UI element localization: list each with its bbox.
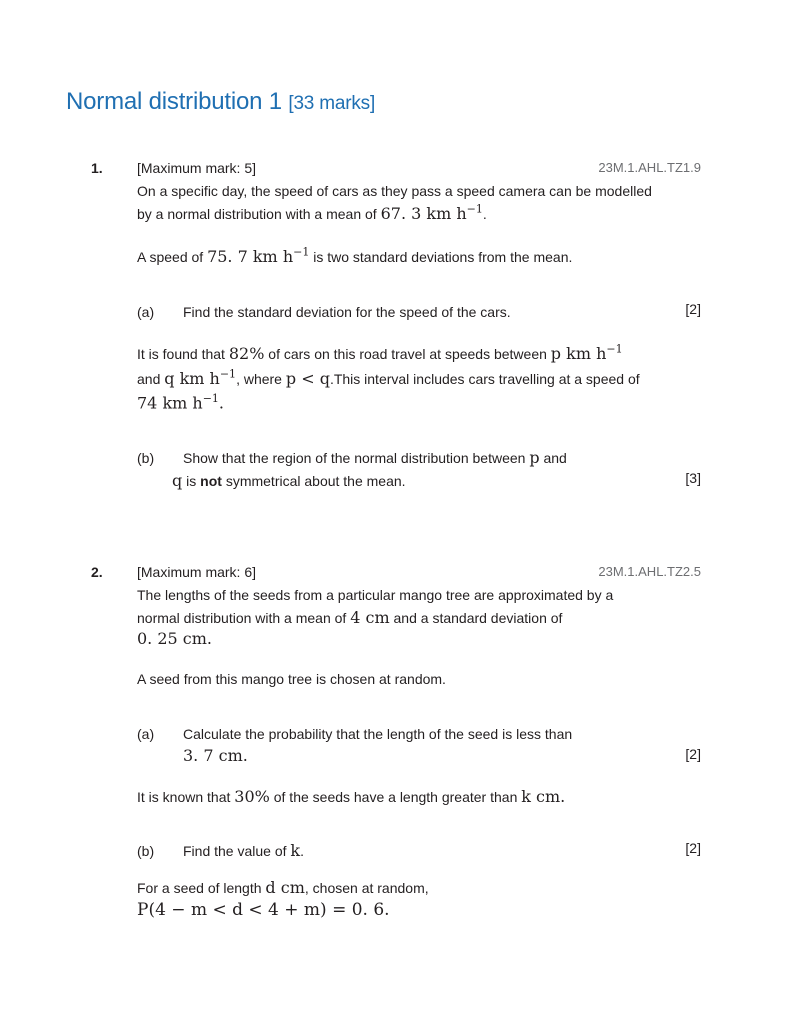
p-speed: p km $h^{-1}$ bbox=[550, 342, 623, 363]
question-2-probability-equation: P(4 − m < d < 4 + m) = 0. 6. bbox=[137, 900, 390, 920]
question-1b-line-2: q is not symmetrical about the mean. bbox=[172, 471, 406, 490]
speed-74: 74 km $h^{-1}$. bbox=[137, 392, 225, 413]
mean-speed-value: 67. 3 km $h^{-1}$ bbox=[380, 202, 483, 223]
question-2-intro-line-1: The lengths of the seeds from a particular mango tree are approximated by a bbox=[137, 587, 614, 603]
question-2a-text: Calculate the probability that the length of the seed is less than bbox=[183, 726, 573, 742]
question-1-sd-statement: A speed of 75. 7 km $h^{-1}$ is two standard deviations from the mean. bbox=[137, 245, 573, 266]
question-1a-text: Find the standard deviation for the speed of the cars. bbox=[183, 304, 511, 320]
question-1-interval-line-1: It is found that 82% of cars on this road travel at speeds between p km $h^{-1}$ bbox=[137, 342, 623, 363]
question-1a-marks: [2] bbox=[685, 301, 701, 317]
question-2-code: 23M.1.AHL.TZ2.5 bbox=[598, 564, 701, 579]
question-1-max-mark: [Maximum mark: 5] bbox=[137, 160, 257, 176]
q-speed: q km $h^{-1}$ bbox=[164, 367, 237, 388]
question-2b-marks: [2] bbox=[685, 840, 701, 856]
question-1-intro-line-1: On a specific day, the speed of cars as they pass a speed camera can be modelled bbox=[137, 183, 652, 199]
question-1b-marks: [3] bbox=[685, 470, 701, 486]
question-2-random-line: A seed from this mango tree is chosen at random. bbox=[137, 671, 446, 687]
title-text: Normal distribution 1 bbox=[66, 88, 282, 115]
question-2a-marks: [2] bbox=[685, 746, 701, 762]
question-1-code: 23M.1.AHL.TZ1.9 bbox=[598, 160, 701, 175]
question-1a-label: (a) bbox=[137, 304, 155, 320]
question-2b-text: Find the value of k. bbox=[183, 841, 304, 860]
total-marks: [33 marks] bbox=[288, 93, 376, 114]
question-2b-label: (b) bbox=[137, 843, 155, 859]
question-2-seed-line: For a seed of length d cm, chosen at random, bbox=[137, 878, 429, 897]
question-2a-label: (a) bbox=[137, 726, 155, 742]
page-title bbox=[66, 88, 375, 116]
question-2-known-line: It is known that 30% of the seeds have a length greater than k cm. bbox=[137, 787, 566, 806]
question-2-max-mark: [Maximum mark: 6] bbox=[137, 564, 257, 580]
question-1b-line-1: Show that the region of the normal distribution between p and bbox=[183, 448, 567, 467]
question-2-sd-value: 0. 25 cm. bbox=[137, 629, 213, 648]
question-2-number: 2. bbox=[91, 564, 103, 580]
emphasis-not: not bbox=[200, 473, 222, 489]
speed-value: 75. 7 km $h^{-1}$ bbox=[207, 245, 310, 266]
question-1-interval-line-2: and q km $h^{-1}$, where p < q.This interval includes cars travelling at a speed of bbox=[137, 367, 640, 388]
question-2a-value: 3. 7 cm. bbox=[183, 746, 248, 765]
question-1b-label: (b) bbox=[137, 450, 155, 466]
question-2-intro-line-2: normal distribution with a mean of 4 cm and a standard deviation of bbox=[137, 608, 563, 627]
question-1-number: 1. bbox=[91, 160, 103, 176]
question-1-intro-line-2: by a normal distribution with a mean of 67. 3 km $h^{-1}$. bbox=[137, 202, 487, 223]
